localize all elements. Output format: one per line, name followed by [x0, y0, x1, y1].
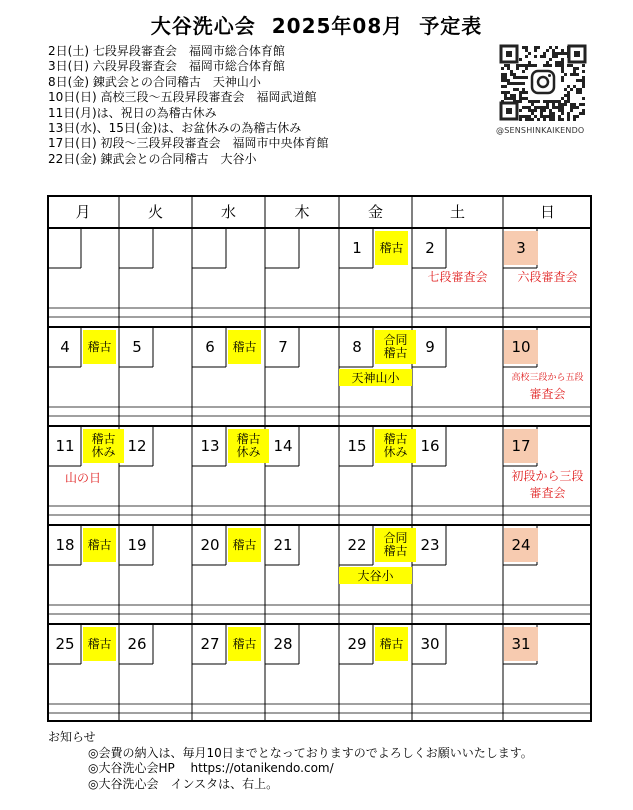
qr-module — [507, 67, 510, 70]
qr-module — [582, 76, 585, 79]
qr-module — [573, 118, 576, 121]
qr-module — [564, 94, 567, 97]
event-label: 七段審査会 — [427, 270, 488, 284]
qr-module — [546, 49, 549, 52]
day-number: 8 — [352, 338, 362, 356]
qr-module — [546, 100, 549, 103]
practice-badge: 稽古 — [83, 627, 116, 661]
location-box: 大谷小 — [339, 567, 412, 584]
qr-module — [576, 73, 579, 76]
day-number: 1 — [352, 239, 362, 257]
day-number: 13 — [200, 437, 220, 455]
qr-module — [555, 61, 558, 64]
day-number: 3 — [504, 231, 538, 265]
qr-module — [567, 118, 570, 121]
event-label: 審査会 — [529, 486, 566, 500]
qr-module — [561, 79, 564, 82]
qr-module — [519, 115, 522, 118]
practice-badge: 稽古 — [83, 330, 116, 364]
qr-module — [564, 88, 567, 91]
qr-module — [555, 52, 558, 55]
qr-module — [519, 76, 522, 79]
qr-module — [561, 76, 564, 79]
qr-module — [537, 106, 540, 109]
qr-module — [570, 106, 573, 109]
practice-badge: 稽古 — [83, 528, 116, 562]
qr-module — [561, 52, 564, 55]
qr-module — [561, 112, 564, 115]
qr-module — [546, 61, 549, 64]
qr-module — [546, 106, 549, 109]
qr-module — [576, 115, 579, 118]
day-number: 10 — [504, 330, 538, 364]
qr-module — [543, 118, 546, 121]
qr-module — [501, 76, 504, 79]
qr-module — [582, 109, 585, 112]
qr-module — [507, 64, 510, 67]
practice-badge: 稽古休み — [228, 429, 269, 463]
qr-module — [534, 106, 537, 109]
notice-line: 13日(水)、15日(金)は、お盆休みの為稽古休み — [48, 121, 302, 136]
qr-module — [567, 91, 570, 94]
qr-module — [507, 91, 510, 94]
qr-module — [516, 88, 519, 91]
notice-line: 2日(土) 七段昇段審査会 福岡市総合体育館 — [48, 44, 285, 58]
qr-module — [579, 88, 582, 91]
weekday-mon: 月 — [75, 203, 91, 221]
day-number: 26 — [127, 635, 147, 653]
qr-module — [522, 106, 525, 109]
qr-module — [540, 115, 543, 118]
qr-module — [573, 103, 576, 106]
day-number: 19 — [127, 536, 147, 554]
event-label: 高校三段から五段 — [511, 373, 584, 383]
qr-module — [501, 73, 504, 76]
qr-module — [513, 97, 516, 100]
day-number: 9 — [425, 338, 435, 356]
qr-module — [552, 118, 555, 121]
qr-module — [567, 100, 570, 103]
qr-module — [570, 103, 573, 106]
day-number: 25 — [55, 635, 75, 653]
day-number: 18 — [55, 536, 75, 554]
qr-module — [522, 115, 525, 118]
qr-module — [510, 82, 513, 85]
qr-module — [528, 64, 531, 67]
qr-module — [501, 91, 504, 94]
practice-badge: 稽古 — [375, 627, 408, 661]
qr-module — [531, 112, 534, 115]
qr-module — [504, 79, 507, 82]
qr-module — [516, 76, 519, 79]
day-number: 17 — [504, 429, 538, 463]
qr-module — [525, 97, 528, 100]
qr-module — [504, 64, 507, 67]
practice-badge: 稽古 — [228, 627, 261, 661]
qr-module — [513, 73, 516, 76]
weekday-sun: 日 — [539, 203, 555, 221]
qr-module — [579, 79, 582, 82]
qr-module — [546, 115, 549, 118]
footer-notice — [48, 730, 533, 792]
qr-module — [558, 52, 561, 55]
weekday-thu: 木 — [294, 203, 310, 221]
day-number: 6 — [205, 338, 215, 356]
qr-module — [567, 64, 570, 67]
qr-module — [558, 100, 561, 103]
qr-module — [561, 70, 564, 73]
qr-module — [576, 79, 579, 82]
notice-line: 11日(月)は、祝日の為稽古休み — [48, 105, 217, 120]
qr-module — [561, 49, 564, 52]
qr-module — [555, 106, 558, 109]
qr-module — [555, 55, 558, 58]
day-number: 4 — [60, 338, 70, 356]
qr-module — [501, 85, 504, 88]
qr-module — [552, 115, 555, 118]
day-number: 20 — [200, 536, 220, 554]
qr-module — [537, 100, 540, 103]
qr-module — [558, 118, 561, 121]
qr-module — [558, 103, 561, 106]
qr-module — [525, 118, 528, 121]
qr-module — [561, 109, 564, 112]
day-number: 27 — [200, 635, 220, 653]
schedule-notices — [48, 44, 328, 167]
qr-module — [576, 106, 579, 109]
qr-module — [582, 70, 585, 73]
footer-line: ◎大谷洗心会 インスタは、右上。 — [88, 776, 279, 791]
day-number: 16 — [420, 437, 440, 455]
qr-module — [516, 82, 519, 85]
notice-line: 17日(日) 初段～三段昇段審査会 福岡市中央体育館 — [48, 136, 329, 151]
practice-badge: 稽古休み — [83, 429, 124, 463]
qr-module — [525, 115, 528, 118]
qr-module — [561, 118, 564, 121]
qr-module — [534, 55, 537, 58]
qr-module — [558, 109, 561, 112]
qr-module — [528, 109, 531, 112]
day-number: 12 — [127, 437, 147, 455]
qr-module — [540, 55, 543, 58]
day-number: 2 — [425, 239, 435, 257]
title-club: 大谷洗心会 — [150, 14, 256, 38]
qr-module — [555, 64, 558, 67]
location-box: 天神山小 — [339, 369, 412, 386]
qr-module — [522, 70, 525, 73]
page-title — [0, 10, 633, 39]
qr-module — [540, 112, 543, 115]
day-number: 29 — [347, 635, 367, 653]
qr-module — [525, 55, 528, 58]
instagram-handle: @SENSHINKAIKENDO — [496, 126, 585, 135]
qr-module — [531, 118, 534, 121]
qr-module — [546, 64, 549, 67]
day-number: 30 — [420, 635, 440, 653]
qr-module — [516, 64, 519, 67]
qr-module — [534, 115, 537, 118]
qr-module — [570, 109, 573, 112]
qr-module — [519, 64, 522, 67]
qr-module — [567, 112, 570, 115]
qr-module — [516, 67, 519, 70]
qr-module — [549, 112, 552, 115]
qr-module — [582, 79, 585, 82]
notice-line: 10日(日) 高校三段～五段昇段審査会 福岡武道館 — [48, 90, 317, 105]
qr-module — [561, 64, 564, 67]
instagram-qr-code-icon[interactable] — [499, 44, 587, 121]
qr-module — [567, 94, 570, 97]
qr-module — [573, 67, 576, 70]
qr-module — [528, 52, 531, 55]
qr-module — [570, 64, 573, 67]
qr-module — [504, 94, 507, 97]
qr-module — [552, 52, 555, 55]
event-label: 山の日 — [64, 471, 101, 485]
qr-module — [531, 109, 534, 112]
qr-module — [507, 82, 510, 85]
qr-module — [513, 76, 516, 79]
qr-module — [531, 103, 534, 106]
weekday-sat: 土 — [449, 203, 465, 221]
qr-module — [573, 106, 576, 109]
qr-module — [525, 106, 528, 109]
qr-module — [531, 64, 534, 67]
qr-module — [534, 100, 537, 103]
qr-module — [573, 73, 576, 76]
qr-module — [510, 73, 513, 76]
title-kind: 予定表 — [419, 14, 483, 38]
notice-line: 22日(金) 錬武会との合同稽古 大谷小 — [48, 151, 257, 166]
footer-line[interactable]: ◎大谷洗心会HP https://otanikendo.com/ — [88, 761, 334, 775]
qr-module — [576, 67, 579, 70]
weekday-wed: 水 — [220, 203, 236, 221]
qr-module — [510, 70, 513, 73]
day-number: 24 — [504, 528, 538, 562]
qr-module — [567, 97, 570, 100]
notice-line: 8日(金) 錬武会との合同稽古 天神山小 — [48, 74, 261, 89]
qr-module — [522, 97, 525, 100]
qr-module — [522, 46, 525, 49]
qr-module — [528, 100, 531, 103]
event-label: 六段審査会 — [517, 270, 578, 284]
qr-module — [549, 115, 552, 118]
qr-module — [543, 55, 546, 58]
day-number: 28 — [273, 635, 293, 653]
qr-module — [522, 64, 525, 67]
qr-module — [519, 97, 522, 100]
qr-module — [561, 61, 564, 64]
day-number: 22 — [347, 536, 367, 554]
day-number: 23 — [420, 536, 440, 554]
qr-module — [552, 55, 555, 58]
qr-module — [513, 94, 516, 97]
qr-module — [564, 100, 567, 103]
calendar — [47, 195, 592, 722]
qr-module — [507, 97, 510, 100]
qr-module — [561, 103, 564, 106]
qr-module — [579, 91, 582, 94]
qr-module — [561, 58, 564, 61]
qr-module — [582, 97, 585, 100]
event-label: 初段から三段 — [511, 469, 584, 483]
qr-module — [543, 106, 546, 109]
qr-module — [525, 46, 528, 49]
qr-module — [501, 79, 504, 82]
qr-module — [561, 106, 564, 109]
qr-module — [558, 64, 561, 67]
qr-module — [582, 103, 585, 106]
qr-module — [519, 109, 522, 112]
qr-module — [552, 103, 555, 106]
qr-module — [573, 85, 576, 88]
practice-badge: 稽古 — [228, 330, 261, 364]
day-number: 15 — [347, 437, 367, 455]
day-number: 14 — [273, 437, 293, 455]
qr-module — [549, 118, 552, 121]
qr-module — [552, 49, 555, 52]
qr-module — [549, 100, 552, 103]
qr-module — [549, 109, 552, 112]
qr-module — [579, 103, 582, 106]
practice-badge: 稽古休み — [375, 429, 416, 463]
weekday-fri: 金 — [367, 203, 383, 221]
practice-badge: 稽古 — [228, 528, 261, 562]
qr-module — [519, 82, 522, 85]
qr-module — [567, 85, 570, 88]
qr-module — [561, 97, 564, 100]
qr-module — [552, 112, 555, 115]
qr-module — [504, 97, 507, 100]
qr-module — [513, 88, 516, 91]
qr-module — [543, 52, 546, 55]
qr-module — [576, 88, 579, 91]
qr-module — [525, 64, 528, 67]
qr-module — [507, 79, 510, 82]
qr-module — [537, 46, 540, 49]
qr-module — [531, 100, 534, 103]
qr-module — [552, 100, 555, 103]
qr-module — [540, 106, 543, 109]
qr-module — [558, 115, 561, 118]
qr-module — [573, 115, 576, 118]
qr-module — [519, 91, 522, 94]
practice-badge: 合同稽古 — [375, 330, 416, 364]
weekday-tue: 火 — [147, 203, 163, 221]
qr-module — [534, 46, 537, 49]
event-label: 審査会 — [529, 387, 566, 401]
qr-module — [504, 76, 507, 79]
qr-module — [519, 100, 522, 103]
day-number: 5 — [132, 338, 142, 356]
qr-module — [534, 64, 537, 67]
qr-module — [579, 112, 582, 115]
notice-line: 3日(日) 六段昇段審査会 福岡市総合体育館 — [48, 59, 285, 74]
qr-module — [519, 58, 522, 61]
qr-module — [519, 118, 522, 121]
day-number: 7 — [278, 338, 288, 356]
footer-heading: お知らせ — [48, 730, 96, 744]
day-number: 21 — [273, 536, 293, 554]
qr-module — [504, 73, 507, 76]
qr-module — [582, 112, 585, 115]
qr-module — [528, 61, 531, 64]
qr-module — [543, 115, 546, 118]
qr-module — [567, 115, 570, 118]
qr-module — [543, 109, 546, 112]
qr-module — [549, 64, 552, 67]
qr-module — [525, 91, 528, 94]
qr-module — [546, 103, 549, 106]
day-number: 31 — [504, 627, 538, 661]
qr-module — [555, 100, 558, 103]
qr-module — [510, 94, 513, 97]
qr-module — [543, 64, 546, 67]
qr-module — [504, 85, 507, 88]
qr-module — [528, 106, 531, 109]
qr-module — [528, 115, 531, 118]
qr-module — [525, 76, 528, 79]
qr-module — [558, 106, 561, 109]
qr-module — [513, 82, 516, 85]
qr-module — [564, 103, 567, 106]
qr-module — [522, 76, 525, 79]
qr-module — [525, 67, 528, 70]
qr-module — [540, 109, 543, 112]
qr-module — [537, 118, 540, 121]
qr-module — [504, 91, 507, 94]
qr-module — [552, 106, 555, 109]
qr-module — [522, 82, 525, 85]
qr-module — [528, 118, 531, 121]
day-number: 11 — [55, 437, 75, 455]
practice-badge: 稽古 — [375, 231, 408, 265]
qr-module — [558, 61, 561, 64]
footer-line: ◎会費の納入は、毎月10日までとなっておりますのでよろしくお願いいたします。 — [88, 745, 533, 760]
practice-badge: 合同稽古 — [375, 528, 416, 562]
qr-module — [549, 58, 552, 61]
qr-module — [549, 46, 552, 49]
qr-module — [519, 94, 522, 97]
qr-module — [576, 91, 579, 94]
qr-module — [522, 88, 525, 91]
qr-module — [534, 49, 537, 52]
qr-module — [501, 67, 504, 70]
qr-module — [510, 97, 513, 100]
qr-module — [525, 49, 528, 52]
qr-module — [561, 67, 564, 70]
qr-module — [582, 85, 585, 88]
qr-module — [582, 82, 585, 85]
qr-module — [555, 46, 558, 49]
qr-module — [582, 64, 585, 67]
qr-module — [570, 88, 573, 91]
qr-module — [564, 52, 567, 55]
qr-module — [573, 70, 576, 73]
qr-module — [543, 100, 546, 103]
qr-module — [564, 73, 567, 76]
qr-module — [570, 73, 573, 76]
qr-module — [534, 109, 537, 112]
qr-module — [522, 91, 525, 94]
title-month: 2025年08月 — [271, 14, 404, 38]
